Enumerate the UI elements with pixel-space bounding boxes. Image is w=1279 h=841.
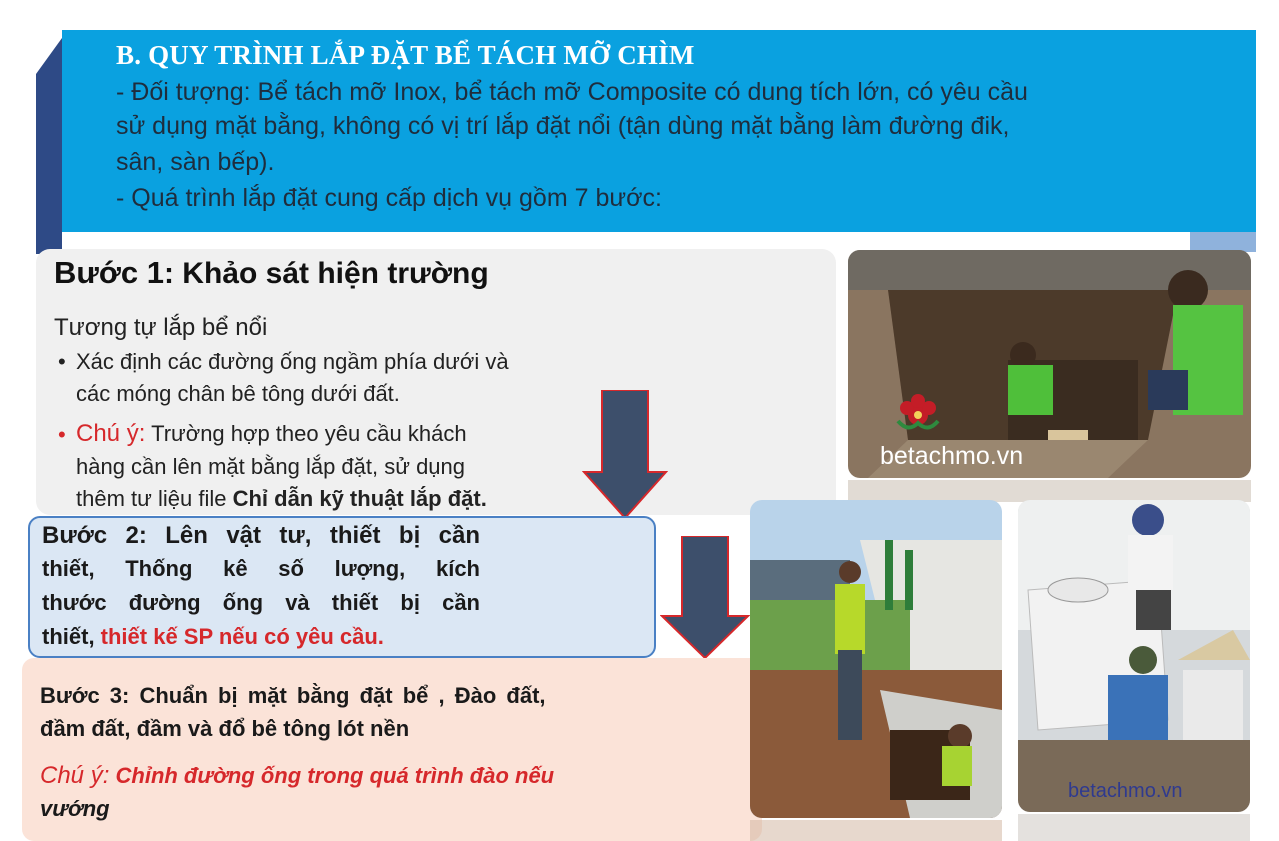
step1-heading: : Khảo sát hiện trường (163, 257, 489, 290)
bullet-dot-red: • (58, 422, 66, 447)
step2-line-1 (42, 522, 480, 550)
watermark-text-2: betachmo.vn (1068, 780, 1183, 802)
tank-photo-reflection (1018, 814, 1250, 841)
step2-line-4 (42, 624, 480, 650)
step2-line-3: thước đường ống và thiết bị cần (42, 590, 480, 615)
step1-label: Bước 1 (54, 255, 164, 290)
frame-accent (36, 38, 62, 74)
step1-note-text: Trường hợp theo yêu cầu khách (151, 421, 467, 446)
step2-red-text: thiết kế SP nếu có yêu cầu. (100, 624, 384, 649)
down-arrow-1 (582, 390, 668, 520)
frame-accent-bar (36, 74, 62, 254)
watermark-text: betachmo.vn (880, 442, 1024, 470)
down-arrow-2 (660, 536, 750, 660)
header-line-3: sân, sàn bếp). (116, 148, 275, 176)
step2-line-2: thiết, Thống kê số lượng, kích (42, 556, 480, 581)
step3-note-text: Chỉnh đường ống trong quá trình đào nếu (115, 763, 555, 788)
step1-bullet-line-1: Xác định các đường ống ngầm phía dưới và (76, 349, 509, 374)
step1-note-label: Chú ý: (76, 420, 146, 447)
step1-subtitle: Tương tự lắp bể nổi (54, 314, 268, 341)
step3-line-1: Bước 3: Chuẩn bị mặt bằng đặt bể , Đào đất, (40, 683, 546, 708)
header-line-4: - Quá trình lắp đặt cung cấp dịch vụ gồm 7 bước: (116, 184, 662, 212)
tank-install-photo (1018, 500, 1250, 812)
step3-note-line-1 (40, 762, 554, 790)
step1-bullet-line-2: các móng chân bê tông dưới đất. (76, 381, 400, 406)
step1-note-line-1 (76, 420, 467, 448)
step1-note-text-3: thêm tư liệu file (76, 486, 233, 511)
step3-note-label: Chú ý: (40, 762, 110, 789)
photo-reflection (848, 480, 1251, 502)
excavation-photo-reflection (750, 820, 1002, 841)
step2-line-4-text: thiết, (42, 624, 101, 649)
page-title: B. QUY TRÌNH LẮP ĐẶT BỂ TÁCH MỠ CHÌM (116, 40, 695, 70)
frame-accent-right (1190, 232, 1256, 252)
step1-note-line-3 (76, 486, 487, 512)
step1-note-bold: Chỉ dẫn kỹ thuật lắp đặt. (232, 486, 487, 511)
excavation-photo (750, 500, 1002, 818)
header-line-1: - Đối tượng: Bể tách mỡ Inox, bể tách mỡ Composite có dung tích lớn, có yêu cầu (116, 78, 1028, 106)
site-survey-photo (848, 250, 1251, 478)
step3-note-line-2: vướng (40, 796, 110, 821)
step3-line-2: đầm đất, đầm và đổ bê tông lót nền (40, 716, 410, 741)
header-line-2: sử dụng mặt bằng, không có vị trí lắp đặt nổi (tận dùng mặt bằng làm đường đik, (116, 112, 1010, 140)
step2-line-1-text: Bước 2: Lên vật tư, thiết bị cần (42, 522, 480, 549)
step1-title (54, 255, 489, 291)
step1-note-line-2: hàng cần lên mặt bằng lắp đặt, sử dụng (76, 454, 466, 479)
bullet-dot: • (58, 349, 66, 374)
